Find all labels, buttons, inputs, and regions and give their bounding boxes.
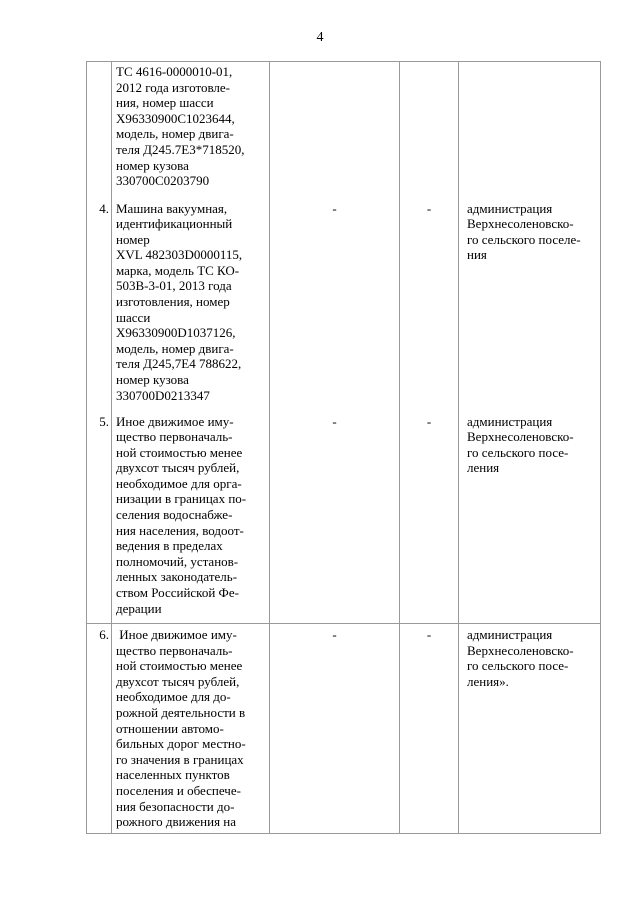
description-line: двухсот тысяч рублей, (116, 460, 240, 476)
description-line: XVL 482303D0000115, (116, 247, 243, 263)
owner-line: Верхнесоленовско- (467, 642, 574, 658)
col-a-value: - (270, 624, 400, 834)
description-line: 330700C0203790 (116, 173, 210, 189)
description-line: ведения в пределах (116, 538, 223, 554)
owner-line: Верхнесоленовско- (467, 216, 574, 232)
description-line: ния безопасности до- (116, 798, 235, 814)
description-line: населенных пунктов (116, 767, 230, 783)
owner-line: го сельского посе- (467, 658, 569, 674)
property-description (112, 201, 270, 414)
owner-value (459, 414, 601, 624)
description-line: изготовления, номер (116, 294, 230, 310)
description-line: рожного движения на (116, 814, 237, 830)
description-line: щество первоначаль- (116, 642, 233, 658)
description-line: 2012 года изготовле- (116, 79, 231, 95)
description-line: щество первоначаль- (116, 429, 233, 445)
description-line: теля Д245.7Е3*718520, (116, 141, 245, 157)
description-line: необходимое для орга- (116, 475, 242, 491)
owner-line: администрация (467, 627, 553, 642)
description-line: Иное движимое иму- (116, 627, 237, 642)
col-b-value (400, 62, 459, 201)
property-description (112, 414, 270, 624)
description-line: полномочий, установ- (116, 553, 239, 569)
table-row (87, 624, 601, 834)
page-number: 4 (316, 30, 324, 45)
owner-value (459, 62, 601, 201)
description-line: бильных дорог местно- (116, 736, 246, 752)
description-line: модель, номер двига- (116, 340, 234, 356)
row-number: 5. (87, 414, 112, 624)
owner-line: го сельского поселе- (467, 231, 581, 247)
description-line: поселения и обеспече- (116, 782, 241, 798)
col-a-value: - (270, 201, 400, 414)
description-line: ной стоимостью менее (116, 658, 243, 674)
property-description (112, 62, 270, 201)
description-line: го значения в границах (116, 751, 244, 767)
description-line: X96330900D1037126, (116, 325, 236, 341)
owner-line: ния (467, 247, 487, 263)
description-line: ной стоимостью менее (116, 444, 243, 460)
description-line: ТС 4616-0000010-01, (116, 64, 233, 79)
description-line: ством Российской Фе- (116, 585, 239, 601)
owner-line: администрация (467, 413, 553, 429)
description-line: теля Д245,7Е4 788622, (116, 356, 242, 372)
description-line: низации в границах по- (116, 491, 247, 507)
description-line: шасси (116, 309, 151, 325)
col-a-value (270, 62, 400, 201)
col-b-value: - (400, 624, 459, 834)
col-b-value: - (400, 201, 459, 414)
row-number: 6. (87, 624, 112, 834)
col-a-value: - (270, 414, 400, 624)
row-number: 4. (87, 201, 112, 414)
description-line: Иное движимое иму- (116, 413, 234, 429)
owner-line: ления (467, 460, 500, 476)
description-line: X96330900C1023644, (116, 110, 235, 126)
table-row (87, 414, 601, 624)
owner-line: ления». (467, 673, 509, 689)
description-line: номер (116, 231, 150, 247)
owner-value (459, 624, 601, 834)
description-line: необходимое для до- (116, 689, 231, 705)
description-line: модель, номер двига- (116, 126, 234, 142)
table-row (87, 62, 601, 201)
owner-value (459, 201, 601, 414)
description-line: отношении автомо- (116, 720, 224, 736)
description-line: номер кузова (116, 157, 189, 173)
description-line: ния, номер шасси (116, 95, 214, 111)
description-line: ленных законодатель- (116, 569, 238, 585)
description-line: дерации (116, 600, 162, 616)
description-line: ния населения, водоот- (116, 522, 244, 538)
owner-line: го сельского посе- (467, 444, 569, 460)
description-line: Машина вакуумная, (116, 200, 228, 216)
property-table (86, 61, 601, 834)
owner-line: Верхнесоленовско- (467, 429, 574, 445)
property-description (112, 624, 270, 834)
description-line: селения водоснабже- (116, 507, 233, 523)
description-line: 503В-3-01, 2013 года (116, 278, 232, 294)
description-line: идентификационный (116, 216, 233, 232)
table-row (87, 201, 601, 414)
owner-line: администрация (467, 200, 553, 216)
description-line: марка, модель ТС КО- (116, 262, 240, 278)
row-number (87, 62, 112, 201)
col-b-value: - (400, 414, 459, 624)
description-line: двухсот тысяч рублей, (116, 673, 240, 689)
description-line: 330700D0213347 (116, 387, 210, 403)
description-line: номер кузова (116, 372, 189, 388)
description-line: рожной деятельности в (116, 704, 246, 720)
